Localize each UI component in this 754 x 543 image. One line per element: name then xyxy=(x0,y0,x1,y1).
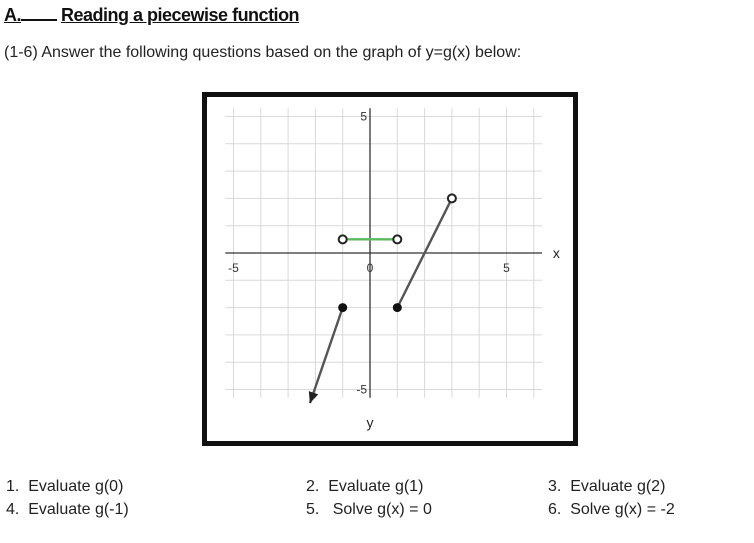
segment-1-start-arrowhead xyxy=(309,391,318,403)
segment-2-start-open-dot xyxy=(339,235,347,243)
question-6: 6. Solve g(x) = -2 xyxy=(548,501,675,518)
section-title: Reading a piecewise function xyxy=(61,5,300,25)
graph-frame xyxy=(202,92,578,446)
section-letter: A. xyxy=(4,5,21,25)
tick-labels xyxy=(228,110,560,431)
question-3: 3. Evaluate g(2) xyxy=(548,478,666,495)
question-5: 5. Solve g(x) = 0 xyxy=(306,501,432,518)
tick-label-x-neg: -5 xyxy=(228,261,239,275)
tick-label-x-pos: 5 xyxy=(503,261,510,275)
segment-3-start-closed-dot xyxy=(393,303,402,312)
heading-underline xyxy=(21,5,57,21)
question-4: 4. Evaluate g(-1) xyxy=(6,501,129,518)
y-axis-label: y xyxy=(366,414,374,431)
segment-2-end-open-dot xyxy=(393,235,401,243)
segment-1-end-closed-dot xyxy=(338,303,347,312)
segment-3-end-open-dot xyxy=(448,194,456,202)
x-axis-label: x xyxy=(552,245,560,261)
piecewise-graph xyxy=(207,97,573,441)
tick-label-x-zero: 0 xyxy=(366,261,374,275)
question-2: 2. Evaluate g(1) xyxy=(306,478,424,495)
tick-label-y-pos: 5 xyxy=(360,109,367,124)
tick-label-y-neg: -5 xyxy=(356,382,367,397)
instructions-text: (1-6) Answer the following questions based on the graph of y=g(x) below: xyxy=(4,44,522,61)
question-1: 1. Evaluate g(0) xyxy=(6,478,124,495)
segment-1 xyxy=(310,308,343,404)
section-heading xyxy=(4,5,299,26)
axes xyxy=(225,108,542,397)
